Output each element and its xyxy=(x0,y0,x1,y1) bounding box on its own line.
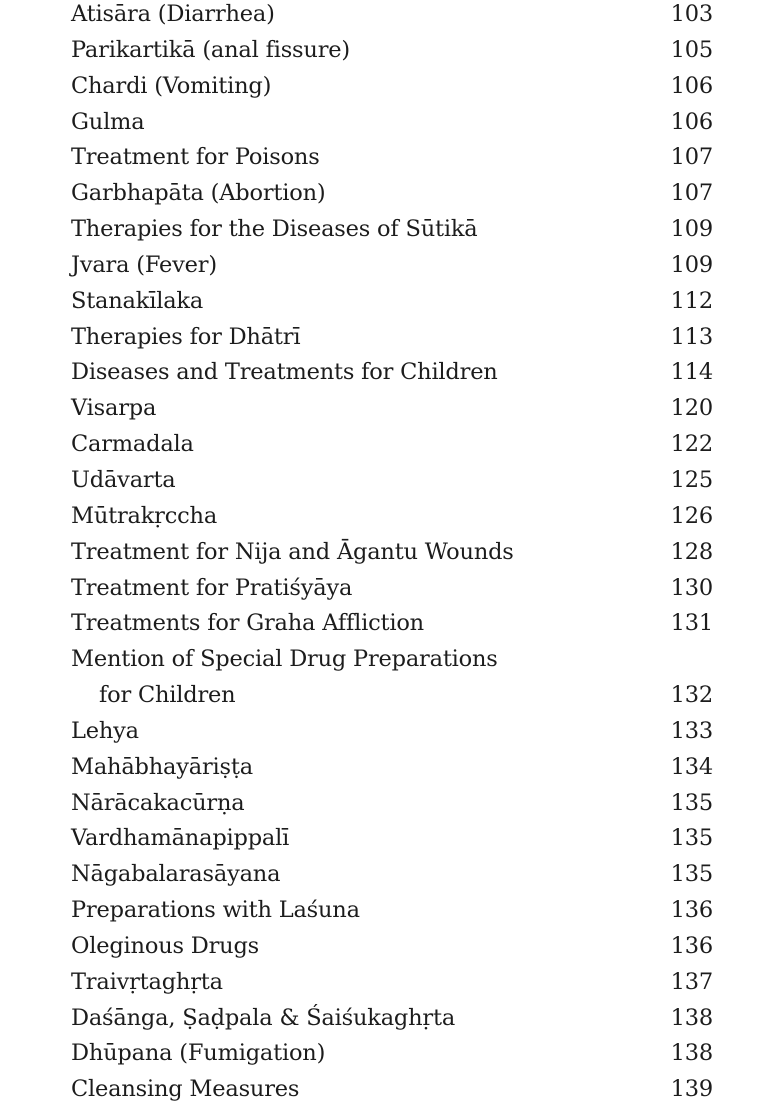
toc-entry-title-text: Therapies for Dhātrī xyxy=(71,323,301,350)
toc-entry-title-text: Atisāra (Diarrhea) xyxy=(71,1,275,27)
toc-entry-page: 107 xyxy=(670,144,713,171)
toc-entry-page: 137 xyxy=(670,968,713,995)
toc-entry-title-text: Chardi (Vomiting) xyxy=(71,72,272,99)
toc-entry-page: 136 xyxy=(670,897,713,924)
toc-entry-title xyxy=(71,105,144,141)
toc-entry-title xyxy=(71,284,203,320)
toc-entry-title xyxy=(71,391,156,427)
toc-entry xyxy=(71,212,713,248)
toc-entry-page: 135 xyxy=(670,825,713,852)
toc-entry-title-text: Nārācakacūrṇa xyxy=(71,789,245,816)
toc-entry xyxy=(71,1036,713,1072)
toc-entry-title xyxy=(71,571,352,607)
toc-entry-title xyxy=(71,69,271,105)
toc-entry-title xyxy=(71,499,217,535)
toc-entry-title xyxy=(71,821,289,857)
toc-entry-title-text: Oleginous Drugs xyxy=(71,932,260,959)
toc-entry-page: 128 xyxy=(670,538,713,565)
toc-entry xyxy=(71,105,713,141)
toc-entry xyxy=(71,320,713,356)
toc-entry-title xyxy=(71,750,253,786)
toc-entry-title-text: Carmadala xyxy=(71,431,194,458)
toc-entry xyxy=(71,248,713,284)
toc-entry xyxy=(71,1072,713,1108)
toc-entry xyxy=(71,929,713,965)
toc-entry xyxy=(71,1001,713,1037)
toc-entry-title-text: Gulma xyxy=(71,108,145,135)
toc-entry-title xyxy=(71,929,259,965)
toc-entry-title-text: Visarpa xyxy=(71,395,157,422)
toc-entry-page: 136 xyxy=(670,932,713,959)
toc-entry-title-text: Cleansing Measures xyxy=(71,1076,300,1103)
toc-entry-title-text: Treatment for Pratiśyāya xyxy=(71,574,353,601)
toc-entry-title-text: Preparations with Laśuna xyxy=(71,897,360,924)
toc-entry xyxy=(71,0,713,33)
toc-entry-page: 107 xyxy=(670,180,713,207)
toc-entry-title-text: Nāgabalarasāyana xyxy=(71,861,281,888)
toc-entry xyxy=(71,69,713,105)
toc-entry-title xyxy=(71,427,194,463)
toc-entry xyxy=(71,176,713,212)
toc-entry-title xyxy=(71,140,320,176)
table-of-contents xyxy=(71,0,713,1108)
toc-entry xyxy=(71,284,713,320)
toc-entry xyxy=(71,140,713,176)
toc-entry xyxy=(71,786,713,822)
toc-entry-title-continuation: for Children xyxy=(99,682,236,709)
toc-entry-title-text: Lehya xyxy=(71,717,139,744)
toc-entry-title xyxy=(71,0,275,33)
toc-entry-page: 113 xyxy=(670,323,713,350)
toc-entry-title-text: Mention of Special Drug Preparations xyxy=(71,646,498,673)
toc-entry-title-text: Mahābhayāriṣṭa xyxy=(71,753,253,780)
toc-entry xyxy=(71,535,713,571)
toc-entry-page: 130 xyxy=(670,574,713,601)
toc-entry-page: 122 xyxy=(670,431,713,458)
toc-entry xyxy=(71,821,713,857)
toc-entry xyxy=(71,893,713,929)
toc-entry-title xyxy=(71,965,223,1001)
toc-entry-title-text: Jvara (Fever) xyxy=(71,251,217,278)
toc-entry-title xyxy=(71,248,217,284)
toc-entry-page: 125 xyxy=(670,466,713,493)
toc-entry xyxy=(71,463,713,499)
toc-entry-page: 120 xyxy=(670,395,713,422)
toc-entry-title xyxy=(71,535,514,571)
toc-entry-page: 114 xyxy=(670,359,713,386)
toc-entry-title-text: Vardhamānapippalī xyxy=(71,825,290,852)
toc-entry-title-text: Garbhapāta (Abortion) xyxy=(71,180,326,207)
toc-entry-title xyxy=(71,1036,325,1072)
toc-entry-page: 138 xyxy=(670,1040,713,1067)
toc-entry-title-text: Treatments for Graha Affliction xyxy=(71,610,424,637)
toc-entry-title xyxy=(71,606,424,642)
toc-entry-page: 112 xyxy=(670,287,713,314)
toc-entry xyxy=(71,391,713,427)
toc-entry-page: 131 xyxy=(670,610,713,637)
toc-entry-page: 109 xyxy=(670,251,713,278)
toc-entry-title xyxy=(71,320,300,356)
toc-entry-page: 105 xyxy=(670,36,713,63)
toc-entry-title-text: Dhūpana (Fumigation) xyxy=(71,1040,326,1067)
toc-entry-title xyxy=(71,642,498,714)
toc-entry-title xyxy=(71,463,176,499)
toc-entry xyxy=(71,606,713,642)
toc-entry-title xyxy=(71,33,350,69)
toc-entry-page: 106 xyxy=(670,108,713,135)
toc-entry xyxy=(71,355,713,391)
toc-entry-title xyxy=(71,355,498,391)
toc-entry-title xyxy=(71,786,245,822)
toc-entry-title-text: Therapies for the Diseases of Sūtikā xyxy=(71,216,478,243)
toc-entry-page: 135 xyxy=(670,789,713,816)
toc-entry xyxy=(71,857,713,893)
toc-entry-title xyxy=(71,212,477,248)
toc-entry-title xyxy=(71,857,280,893)
toc-entry-title-text: Mūtrakṛccha xyxy=(71,502,218,529)
toc-entry-page: 135 xyxy=(670,861,713,888)
toc-entry-title-text: Traivṛtaghṛta xyxy=(71,968,223,995)
toc-entry-title xyxy=(71,1072,299,1108)
toc-entry xyxy=(71,965,713,1001)
toc-entry-page: 133 xyxy=(670,717,713,744)
toc-entry-title-text: Udāvarta xyxy=(71,466,176,493)
toc-entry-page: 103 xyxy=(670,1,713,27)
toc-entry-page: 109 xyxy=(670,216,713,243)
toc-entry-title-text: Daśānga, Ṣaḍpala & Śaiśukaghṛta xyxy=(71,1004,456,1031)
toc-entry-title-text: Diseases and Treatments for Children xyxy=(71,359,498,386)
toc-entry-title-text: Treatment for Nija and Āgantu Wounds xyxy=(71,538,514,565)
toc-entry-page: 126 xyxy=(670,502,713,529)
toc-entry-title xyxy=(71,714,139,750)
toc-entry-page: 132 xyxy=(670,682,713,709)
toc-entry xyxy=(71,33,713,69)
toc-entry xyxy=(71,499,713,535)
toc-entry xyxy=(71,571,713,607)
toc-entry-title-text: Treatment for Poisons xyxy=(71,144,320,171)
toc-entry xyxy=(71,714,713,750)
toc-entry-title-text: Stanakīlaka xyxy=(71,287,204,314)
toc-entry-page: 134 xyxy=(670,753,713,780)
toc-entry-title xyxy=(71,893,360,929)
toc-entry xyxy=(71,427,713,463)
toc-entry-title-text: Parikartikā (anal fissure) xyxy=(71,36,350,63)
toc-entry xyxy=(71,750,713,786)
toc-entry-page: 138 xyxy=(670,1004,713,1031)
toc-entry-title xyxy=(71,1001,455,1037)
toc-entry-page: 139 xyxy=(670,1076,713,1103)
toc-entry xyxy=(71,642,713,714)
toc-entry-title xyxy=(71,176,325,212)
toc-entry-page: 106 xyxy=(670,72,713,99)
